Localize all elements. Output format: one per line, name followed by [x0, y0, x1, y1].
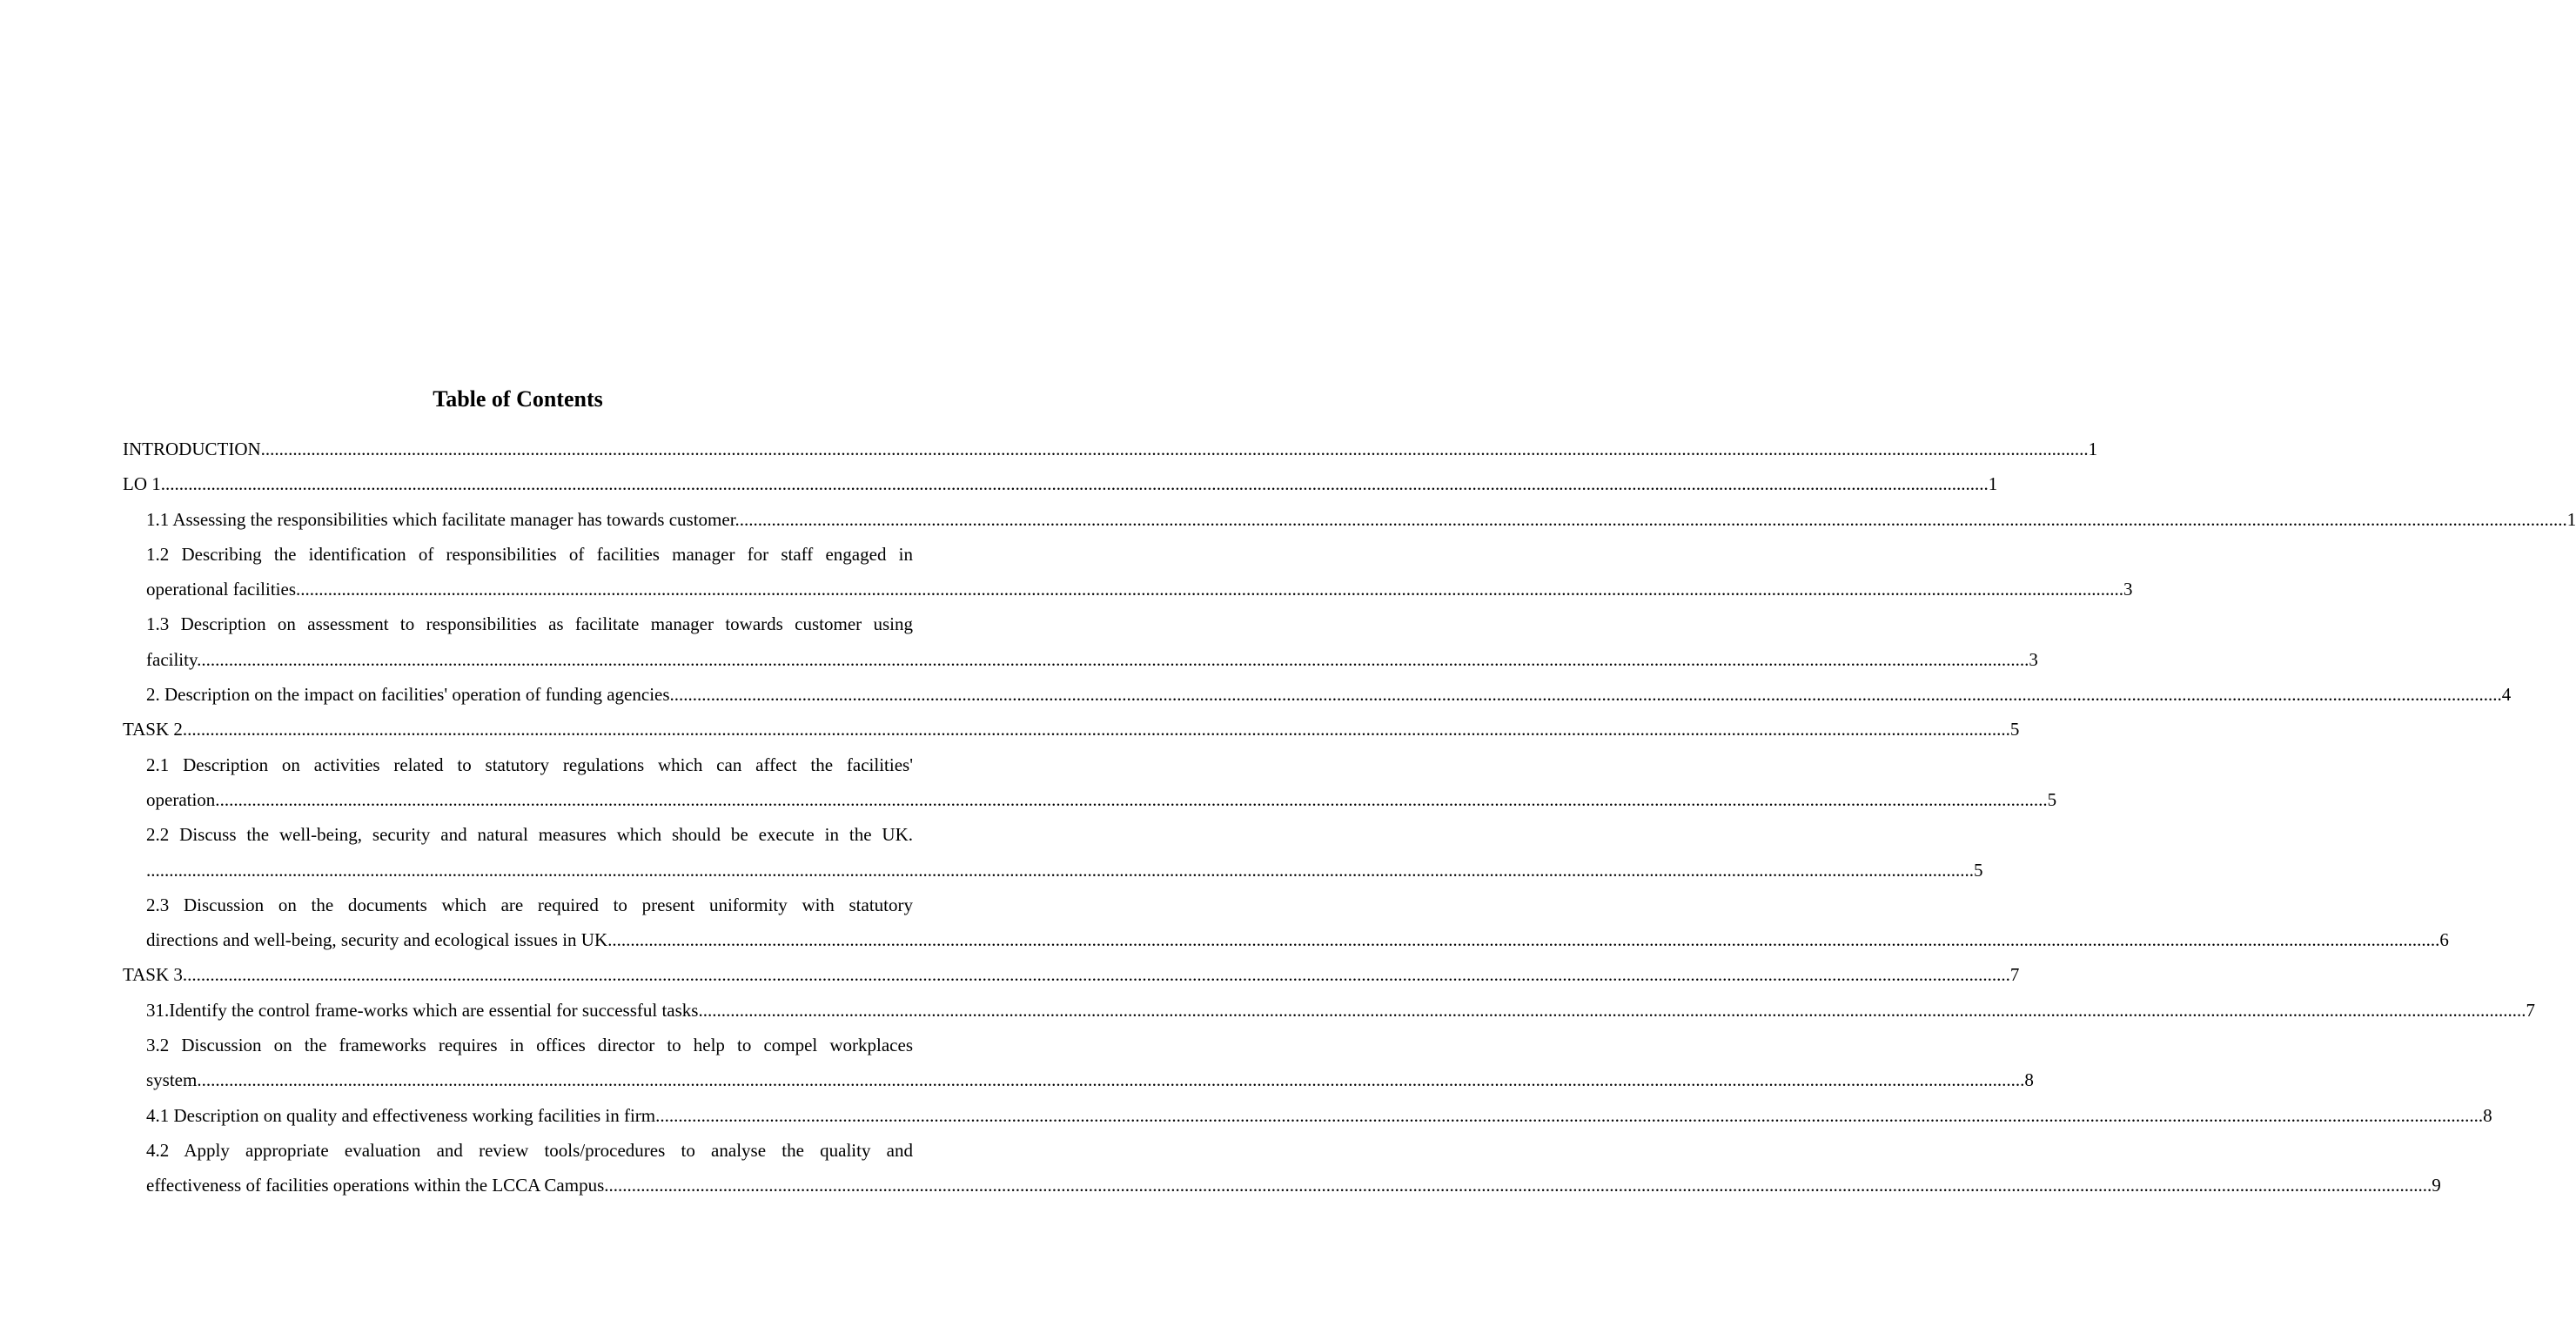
dot-leader: ................................................................................................................................................................................................................................................................................................................................................................................................................: [146, 859, 1974, 881]
toc-entry-text: TASK 2: [123, 719, 183, 740]
toc-entry-text: TASK 3: [123, 964, 183, 986]
dot-leader: ................................................................................................................................................................................................................................................................................................................................................................................................................: [219, 788, 2048, 810]
toc-entry[interactable]: [123, 957, 2020, 992]
dot-leader: ................................................................................................................................................................................................................................................................................................................................................................................................................: [182, 964, 2010, 986]
dot-leader: ................................................................................................................................................................................................................................................................................................................................................................................................................: [260, 439, 2089, 459]
toc-entry-text: 4.1 Description on quality and effectiveness working facilities in firm: [146, 1104, 656, 1126]
toc-page-number: 9: [2432, 1175, 2441, 1196]
toc-entry[interactable]: [146, 677, 2512, 712]
toc-entry[interactable]: [146, 1028, 2034, 1098]
dot-leader: ................................................................................................................................................................................................................................................................................................................................................................................................................: [604, 1175, 2432, 1196]
toc-page-number: 4: [2501, 684, 2512, 706]
toc-entry[interactable]: [146, 888, 2449, 958]
toc-page-number: 1: [2566, 508, 2576, 530]
toc-page-number: 5: [2047, 788, 2057, 810]
toc-entry[interactable]: [146, 993, 2535, 1028]
toc-entry-text: operational facilities: [146, 579, 297, 600]
toc-entry-text: 1.1 Assessing the responsibilities which facilitate manager has towards customer.: [146, 508, 740, 530]
toc-entry-text: 4.2 Apply appropriate evaluation and review tools/procedures to analyse the quality and: [146, 1139, 913, 1161]
toc-page-number: 3: [2123, 579, 2133, 600]
toc-entry[interactable]: [146, 502, 2576, 537]
toc-page-number: 3: [2029, 648, 2038, 670]
toc-entry-text: LO 1: [123, 473, 161, 495]
dot-leader: ................................................................................................................................................................................................................................................................................................................................................................................................................: [182, 719, 2010, 740]
dot-leader: ................................................................................................................................................................................................................................................................................................................................................................................................................: [739, 508, 2567, 530]
toc-entry[interactable]: [146, 817, 1983, 888]
dot-leader: ................................................................................................................................................................................................................................................................................................................................................................................................................: [160, 473, 1989, 495]
toc-page-number: 7: [2009, 964, 2020, 986]
dot-leader: ................................................................................................................................................................................................................................................................................................................................................................................................................: [655, 1104, 2484, 1126]
toc-entry-text: facility.: [146, 648, 202, 670]
dot-leader: ................................................................................................................................................................................................................................................................................................................................................................................................................: [698, 999, 2526, 1021]
toc-entry[interactable]: [146, 606, 2038, 677]
toc-entry[interactable]: [123, 432, 2098, 466]
dot-leader: ................................................................................................................................................................................................................................................................................................................................................................................................................: [296, 579, 2124, 600]
toc-entry-text: INTRODUCTION: [123, 439, 261, 459]
dot-leader: ................................................................................................................................................................................................................................................................................................................................................................................................................: [201, 648, 2029, 670]
toc-entry[interactable]: [146, 1098, 2492, 1133]
toc-entry-text: operation.: [146, 788, 220, 810]
toc-page-number: 5: [1974, 859, 1983, 881]
toc-page-number: 1: [2088, 439, 2098, 459]
toc-page-number: 1: [1988, 473, 1998, 495]
toc-entry-text: system: [146, 1069, 198, 1091]
toc-entry-text: effectiveness of facilities operations within the LCCA Campus: [146, 1175, 605, 1196]
toc-entry-text: 1.2 Describing the identification of responsibilities of facilities manager for staff engaged in: [146, 543, 913, 565]
toc-entry-text: 2.2 Discuss the well-being, security and natural measures which should be execute in the UK.: [146, 824, 913, 846]
toc-entry[interactable]: [123, 712, 2020, 747]
dot-leader: ................................................................................................................................................................................................................................................................................................................................................................................................................: [612, 929, 2440, 951]
table-of-contents: [123, 432, 2576, 1203]
toc-title: Table of Contents: [433, 386, 603, 412]
dot-leader: ................................................................................................................................................................................................................................................................................................................................................................................................................: [674, 684, 2502, 706]
toc-entry-text: 2. Description on the impact on facilities' operation of funding agencies.: [146, 684, 674, 706]
toc-entry[interactable]: [146, 747, 2057, 818]
toc-page-number: 8: [2024, 1069, 2034, 1091]
toc-entry[interactable]: [146, 537, 2133, 607]
dot-leader: ................................................................................................................................................................................................................................................................................................................................................................................................................: [197, 1069, 2025, 1091]
toc-entry-text: 2.1 Description on activities related to statutory regulations which can affect the facilities': [146, 754, 913, 775]
toc-entry[interactable]: [146, 1133, 2441, 1203]
toc-entry-text: 2.3 Discussion on the documents which are required to present uniformity with statutory: [146, 894, 913, 915]
toc-entry-text: 1.3 Description on assessment to responsibilities as facilitate manager towards customer using: [146, 613, 913, 635]
toc-entry-text: 3.2 Discussion on the frameworks requires in offices director to help to compel workplaces: [146, 1035, 913, 1056]
toc-page-number: 5: [2009, 719, 2020, 740]
toc-entry-text: 31.Identify the control frame-works which are essential for successful tasks: [146, 999, 699, 1021]
toc-page-number: 7: [2526, 999, 2535, 1021]
toc-page-number: 8: [2483, 1104, 2492, 1126]
toc-entry[interactable]: [123, 466, 1998, 501]
toc-entry-text: directions and well-being, security and ecological issues in UK.: [146, 929, 613, 951]
toc-page-number: 6: [2439, 929, 2449, 951]
